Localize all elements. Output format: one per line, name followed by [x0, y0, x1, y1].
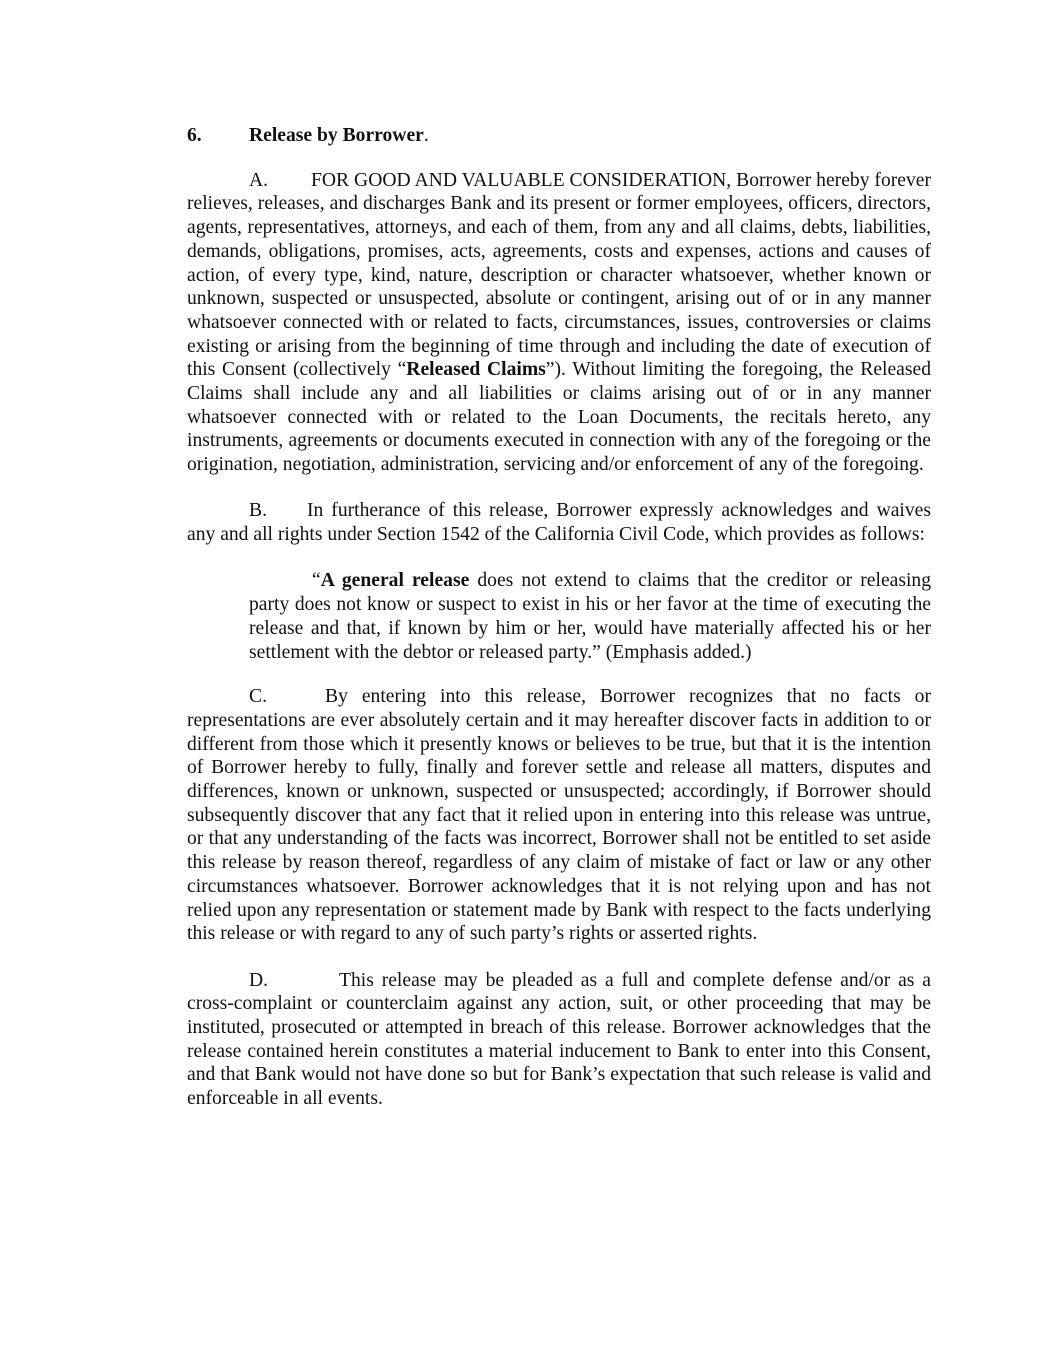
quote-bold-phrase: A general release — [320, 570, 470, 592]
paragraph-c — [187, 685, 931, 946]
quote-open-mark: “ — [312, 570, 321, 592]
section-title: Release by Borrower — [249, 125, 424, 146]
paragraph-d-text: This release may be pleaded as a full and complete defense and/or as a cross-complaint or counterclaim against any action, suit, or other proceeding that may be instituted, prosecuted or attempted in breach of this release. Borrower acknowledges that the release contained herein constitutes a material inducement to Bank to enter into this Consent, and that Bank would not have done so but for Bank’s expectation that such release is valid and enforceable in all events. — [187, 969, 931, 1110]
paragraph-c-label: C. — [249, 686, 267, 708]
paragraph-a-text-part2: ”). Without limiting the foregoing, the Released Claims shall include any and all liabilities or claims arising out of or in any manner whatsoever connected with or related to the Loan Documents, the recitals hereto, any instruments, agreements or documents executed in connection with any of the foregoing or the origination, negotiation, administration, servicing and/or enforcement of any of the foregoing. — [187, 359, 931, 476]
section-title-period: . — [423, 125, 429, 146]
paragraph-a — [187, 169, 931, 477]
paragraph-a-label: A. — [249, 169, 269, 191]
paragraph-b-text: In furtherance of this release, Borrower expressly acknowledges and waives any and all rights under Section 1542 of the California Civil Code, which provides as follows: — [187, 500, 931, 546]
paragraph-b — [187, 499, 931, 546]
section-heading — [187, 124, 931, 148]
quote-text: does not extend to claims that the creditor or releasing party does not know or suspect to exist in his or her favor at the time of executing the release and that, if known by him or her, would have materially affected his or her settlement with the debtor or released party.” (Emphasis added.) — [249, 570, 931, 663]
defined-term-released-claims: Released Claims — [406, 359, 546, 381]
paragraph-d-label: D. — [249, 969, 269, 991]
paragraph-d — [187, 969, 931, 1111]
statute-quote — [249, 569, 931, 664]
paragraph-a-text-part1: FOR GOOD AND VALUABLE CONSIDERATION, Borrower hereby forever relieves, releases, and discharges Bank and its present or former employees, officers, directors, agents, representatives, attorneys, and each of them, from any and all claims, debts, liabilities, demands, obligations, promises, acts, agreements, costs and expenses, actions and causes of action, of every type, kind, nature, description or character whatsoever, whether known or unknown, suspected or unsuspected, absolute or contingent, arising out of or in any manner whatsoever connected with or related to facts, circumstances, issues, controversies or claims existing or arising from the beginning of time through and including the date of execution of this Consent (collectively “ — [187, 169, 931, 381]
document-page — [187, 124, 931, 1133]
paragraph-c-text: By entering into this release, Borrower recognizes that no facts or representations are ever absolutely certain and it may hereafter discover facts in addition to or different from those which it presently knows or believes to be true, but that it is the intention of Borrower hereby to fully, finally and forever settle and release all matters, disputes and differences, known or unknown, suspected or unsuspected; accordingly, if Borrower should subsequently discover that any fact that it relied upon in entering into this release was untrue, or that any understanding of the facts was incorrect, Borrower shall not be entitled to set aside this release by reason thereof, regardless of any claim of mistake of fact or law or any other circumstances whatsoever. Borrower acknowledges that it is not relying upon and has not relied upon any representation or statement made by Bank with respect to the facts underlying this release or with regard to any of such party’s rights or asserted rights. — [187, 686, 931, 945]
paragraph-b-label: B. — [249, 500, 267, 522]
section-number: 6. — [187, 125, 202, 146]
